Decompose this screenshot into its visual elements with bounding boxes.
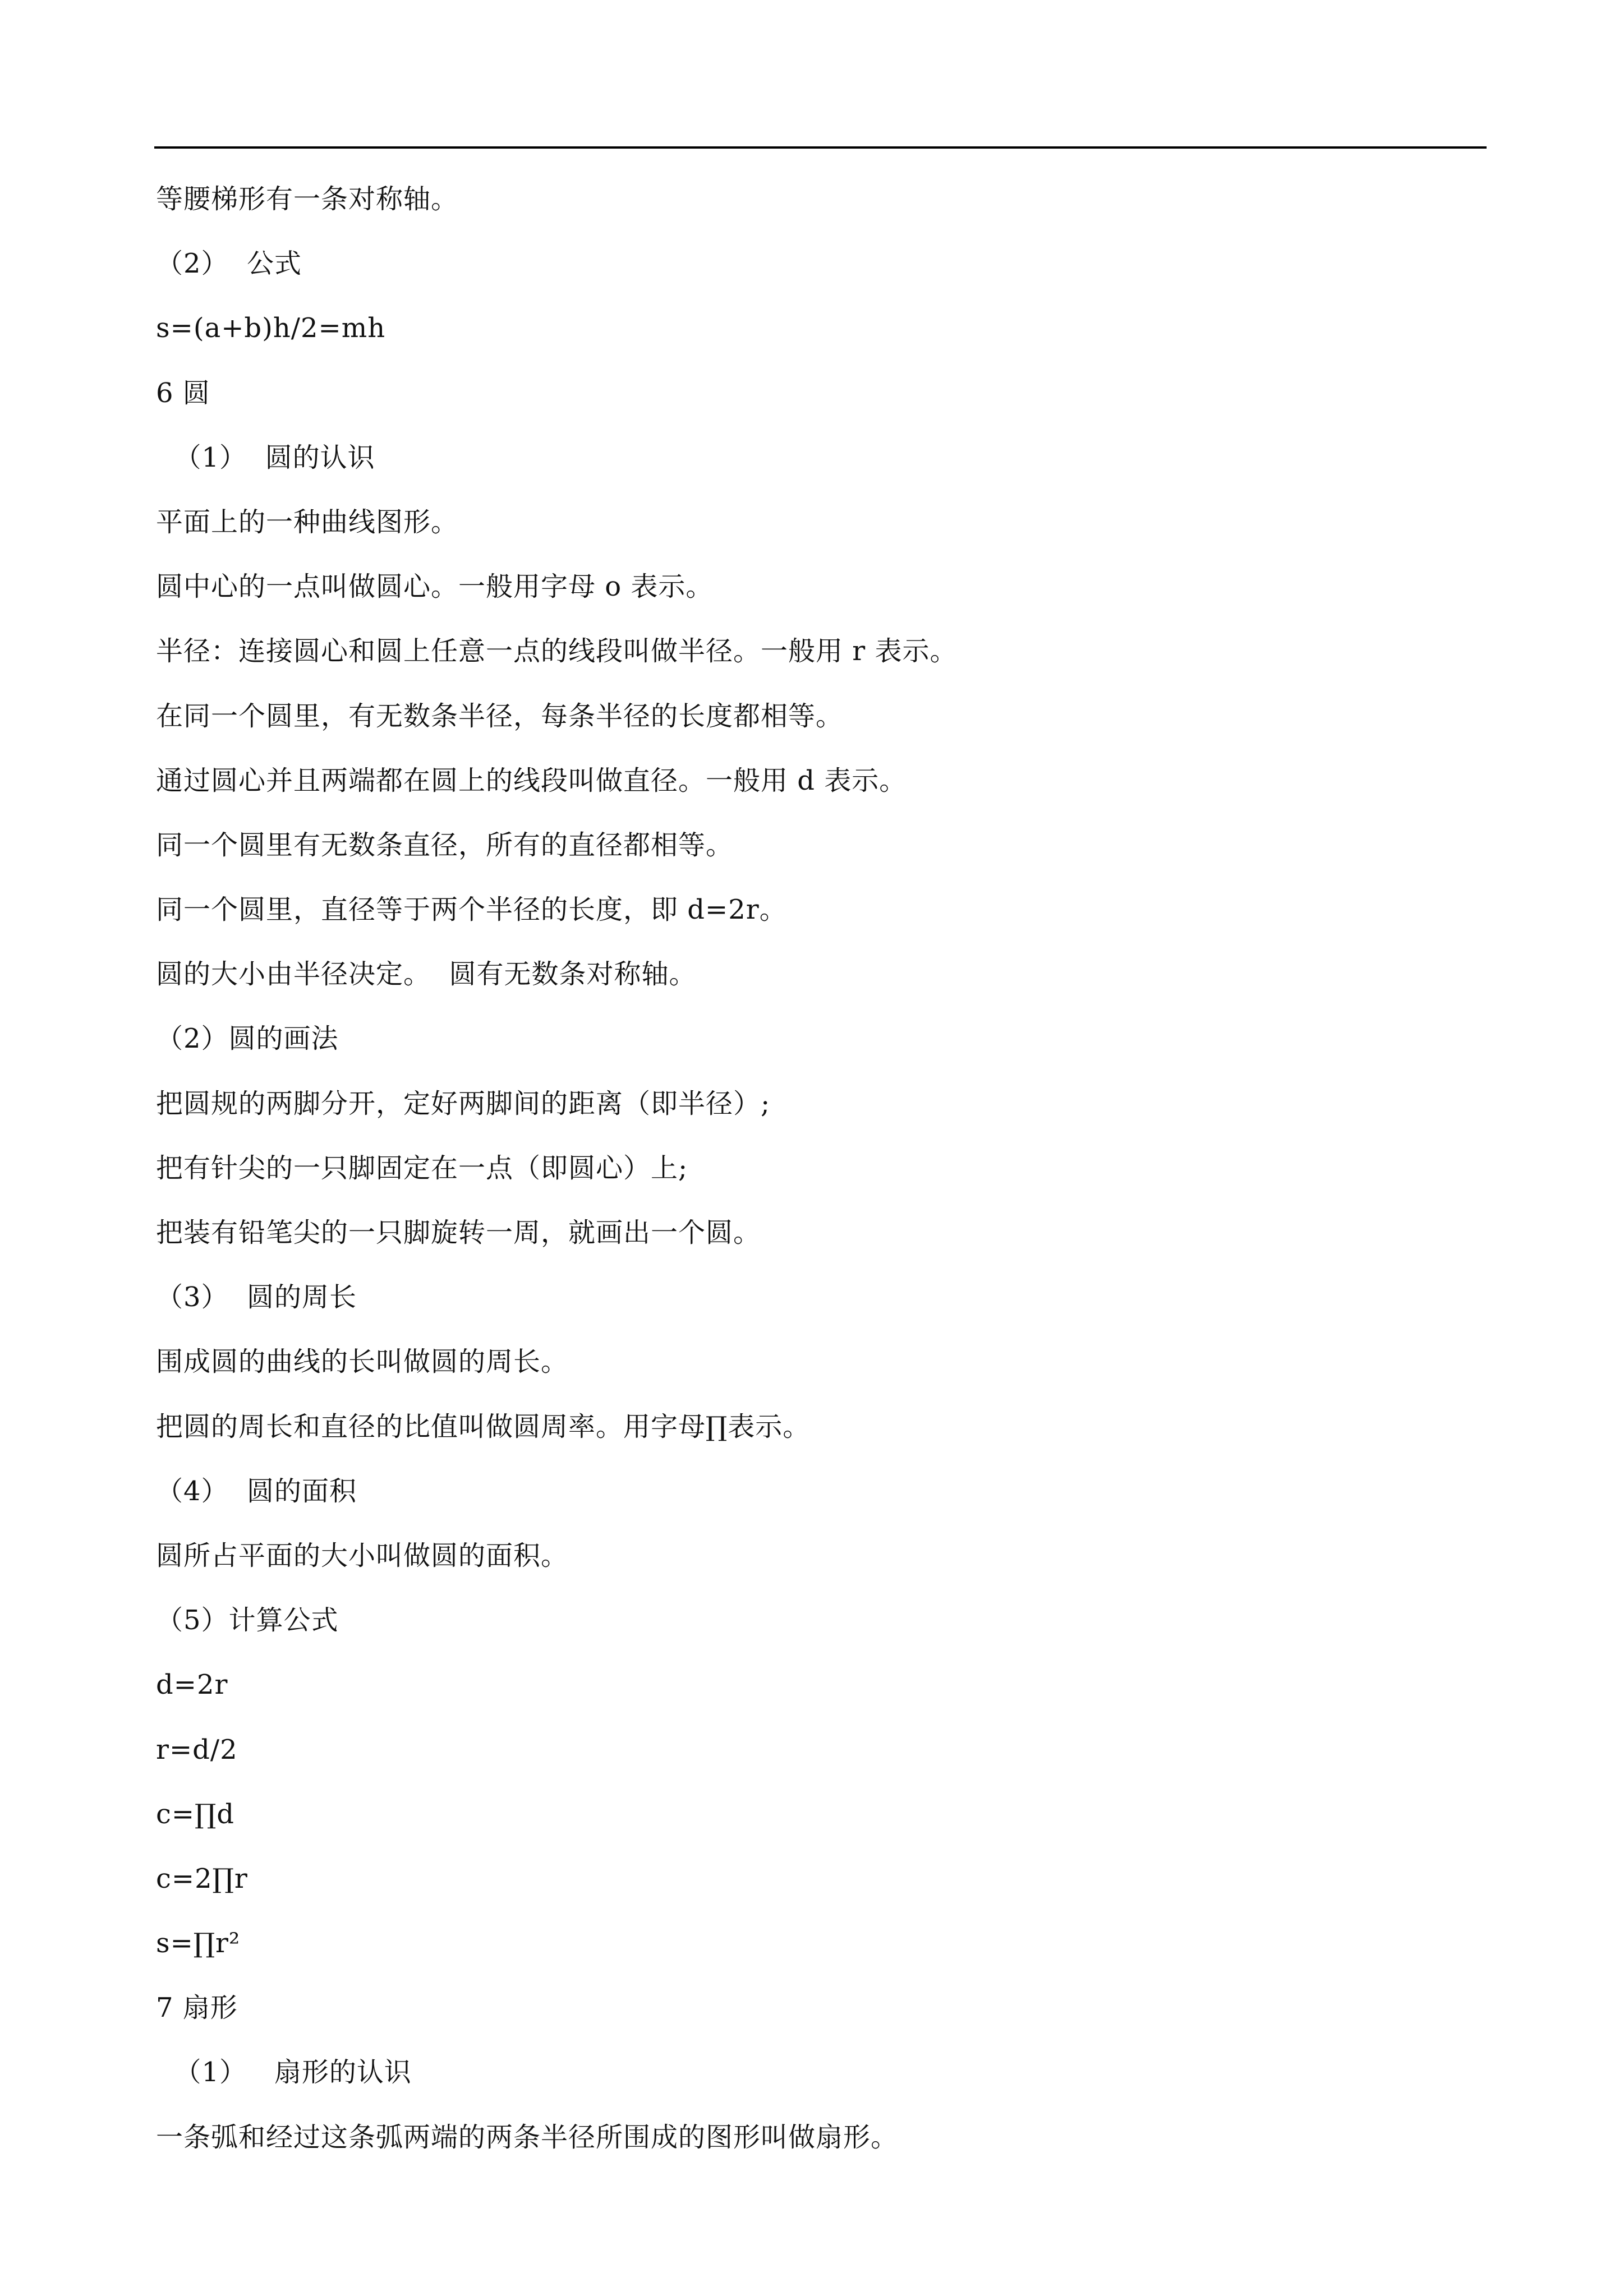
section-heading: （5）计算公式 — [156, 1605, 339, 1636]
text-line: 把有针尖的一只脚固定在一点（即圆心）上; — [156, 1152, 688, 1184]
section-heading: （1） 扇形的认识 — [156, 2057, 412, 2088]
formula-line: s=(a+b)h/2=mh — [156, 312, 386, 344]
text-line: 一条弧和经过这条弧两端的两条半径所围成的图形叫做扇形。 — [156, 2121, 899, 2153]
text-line: 同一个圆里有无数条直径，所有的直径都相等。 — [156, 829, 734, 861]
text-line: 等腰梯形有一条对称轴。 — [156, 183, 459, 215]
text-line: 把装有铅笔尖的一只脚旋转一周，就画出一个圆。 — [156, 1217, 761, 1248]
header-rule — [154, 146, 1487, 149]
section-heading: （3） 圆的周长 — [156, 1281, 357, 1313]
text-line: 半径：连接圆心和圆上任意一点的线段叫做半径。一般用 r 表示。 — [156, 635, 958, 667]
text-line: 把圆规的两脚分开，定好两脚间的距离（即半径）; — [156, 1087, 771, 1119]
text-line: 把圆的周长和直径的比值叫做圆周率。用字母∏表示。 — [156, 1410, 811, 1442]
section-heading: （4） 圆的面积 — [156, 1475, 357, 1507]
document-body — [156, 167, 1480, 2170]
formula-line: c=2∏r — [156, 1862, 248, 1894]
text-line: 圆的大小由半径决定。 圆有无数条对称轴。 — [156, 958, 697, 990]
text-line: 同一个圆里，直径等于两个半径的长度，即 d=2r。 — [156, 894, 787, 926]
text-line: 圆所占平面的大小叫做圆的面积。 — [156, 1539, 569, 1571]
section-heading: 7 扇形 — [156, 1992, 238, 2024]
section-heading: （1） 圆的认识 — [156, 441, 375, 473]
section-heading: （2） 公式 — [156, 248, 302, 280]
text-line: 圆中心的一点叫做圆心。一般用字母 o 表示。 — [156, 571, 714, 603]
text-line: 通过圆心并且两端都在圆上的线段叫做直径。一般用 d 表示。 — [156, 764, 907, 796]
formula-line: d=2r — [156, 1669, 228, 1701]
section-heading: （2）圆的画法 — [156, 1023, 339, 1055]
section-heading: 6 圆 — [156, 377, 210, 409]
formula-line: s=∏r² — [156, 1928, 241, 1960]
formula-line: c=∏d — [156, 1798, 235, 1830]
text-line: 在同一个圆里，有无数条半径，每条半径的长度都相等。 — [156, 700, 844, 732]
text-line: 围成圆的曲线的长叫做圆的周长。 — [156, 1346, 569, 1378]
text-line: 平面上的一种曲线图形。 — [156, 506, 459, 538]
formula-line: r=d/2 — [156, 1733, 238, 1765]
